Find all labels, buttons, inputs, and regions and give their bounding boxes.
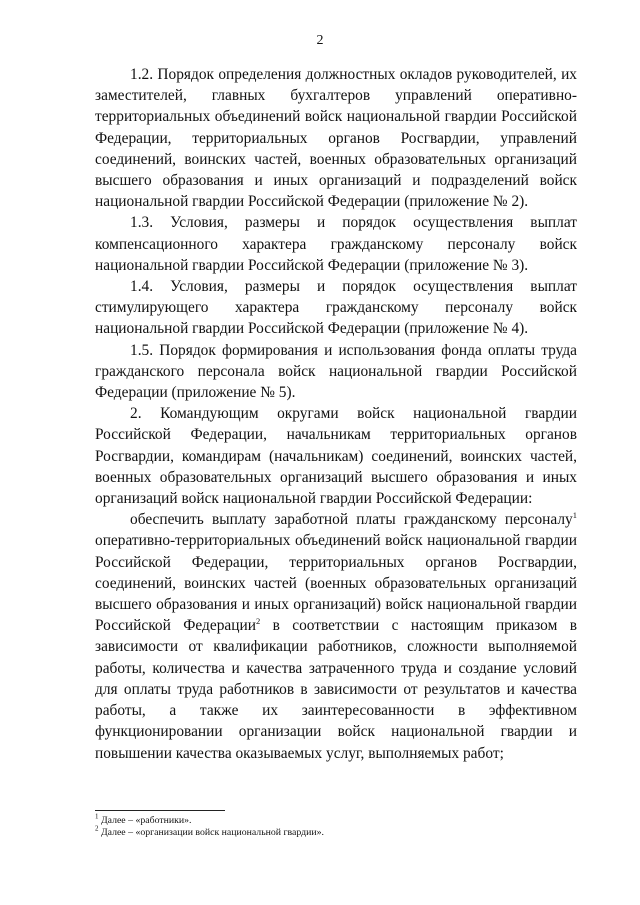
footnote-2	[95, 824, 577, 839]
paragraph-1-5: 1.5. Порядок формирования и использования фонда оплаты труда гражданского персонала войск национальной гвардии Российской Федерации (приложение № 5).	[95, 341, 577, 402]
page-number: 2	[316, 33, 324, 48]
footnote-mark-1: 1	[95, 812, 99, 821]
paragraph-provide-salary	[95, 509, 577, 763]
footnote-separator	[95, 810, 225, 811]
footnote-1	[95, 812, 577, 827]
paragraph-1-3: 1.3. Условия, размеры и порядок осуществления выплат компенсационного характера гражданскому персоналу войск национальной гвардии Российской Федерации (приложение № 3).	[95, 214, 577, 274]
paragraph-text-part3: в соответствии с настоящим приказом в зависимости от квалификации работников, сложности выполняемой работы, количества и качества затраченного труда и создание условий для оплаты труда работников в зависимости от результатов и качества работы, а также их заинтересованности в эффективном функционировании организации войск национальной гвардии и повышении качества оказываемых услуг, выполняемых работ;	[95, 617, 577, 762]
footnote-mark-2: 2	[95, 824, 99, 833]
paragraph-text-part2: оперативно-территориальных объединений войск национальной гвардии Российской Федерации, территориальных органов Росгвардии, соединений, воинских частей (военных образовательных организаций высшего образования и иных организаций) войск национальной гвардии Российской Федерации	[95, 532, 577, 635]
paragraph-2: 2. Командующим округами войск национальной гвардии Российской Федерации, начальникам территориальных органов Росгвардии, командирам (начальникам) соединений, воинских частей, военных образовательных организаций высшего образования и иных организаций войск национальной гвардии Российской Федерации:	[95, 405, 577, 508]
footnote-ref-1: 1	[572, 510, 577, 521]
paragraph-text-part1: обеспечить выплату заработной платы гражданскому персоналу	[130, 511, 573, 529]
paragraph-1-2: 1.2. Порядок определения должностных окладов руководителей, их заместителей, главных бухгалтеров управлений оперативно-территориальных объединений войск национальной гвардии Российской Федерации, территориальных органов Росгвардии, управлений соединений, воинских частей, военных образовательных организаций высшего образования и иных организаций и подразделений войск национальной гвардии Российской Федерации (приложение № 2).	[95, 66, 577, 211]
footnotes	[95, 812, 577, 839]
paragraph-1-4: 1.4. Условия, размеры и порядок осуществления выплат стимулирующего характера гражданскому персоналу войск национальной гвардии Российской Федерации (приложение № 4).	[95, 278, 577, 338]
document-body	[95, 64, 577, 764]
footnote-ref-2: 2	[255, 616, 261, 627]
footnote-text-2: Далее – «организации войск национальной гвардии».	[98, 827, 324, 838]
footnote-text-1: Далее – «работники».	[98, 815, 192, 826]
